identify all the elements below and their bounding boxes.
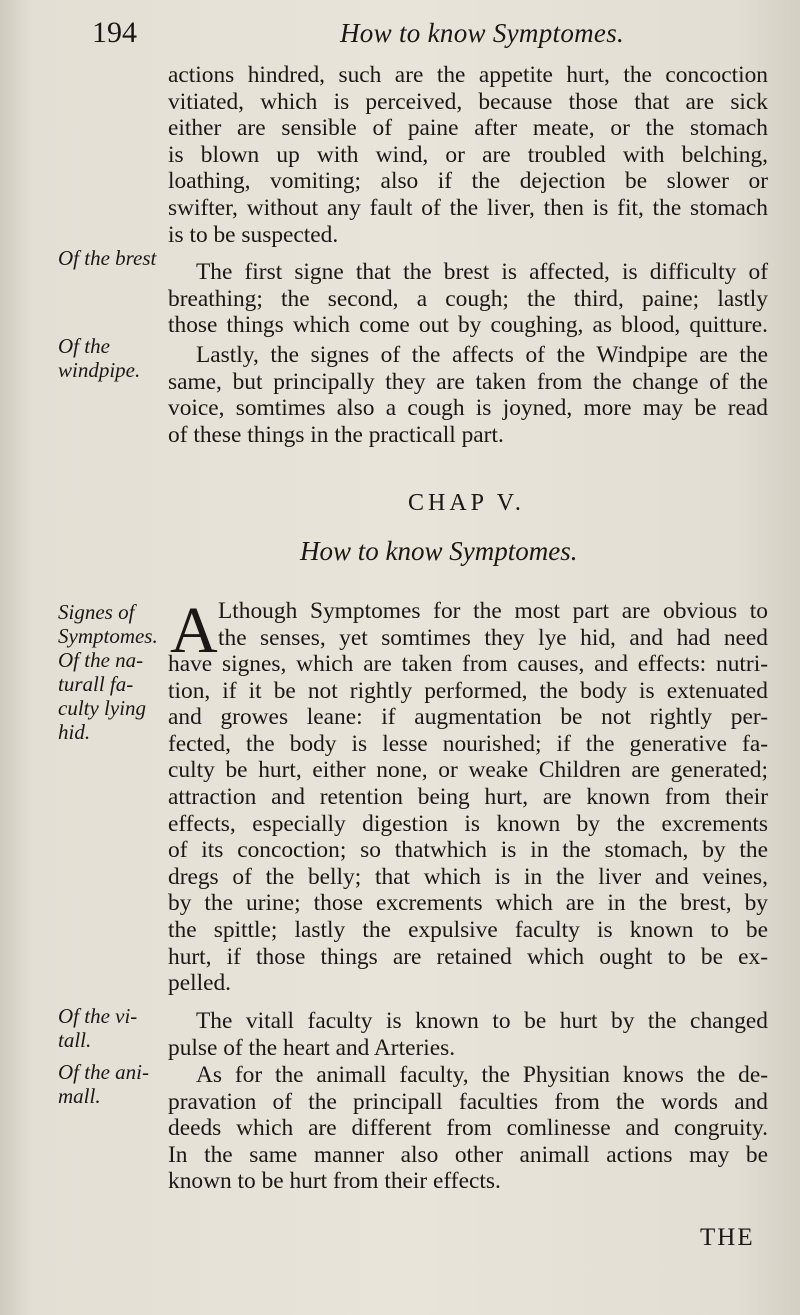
- text-line: In the same manner also other animall actions may be: [168, 1141, 768, 1168]
- paragraph-windpipe: [168, 342, 768, 448]
- paragraph-brest: [168, 259, 768, 339]
- text-line: effects, especially digestion is known by the excrements: [168, 810, 768, 837]
- margin-line: mall.: [58, 1084, 101, 1108]
- paragraph-stomach: [168, 62, 768, 248]
- running-head: How to know Symptomes.: [340, 18, 625, 48]
- text-line: pelled.: [168, 970, 231, 997]
- catchword: THE: [700, 1224, 755, 1251]
- text-line: dregs of the belly; that which is in the liver and veines,: [168, 863, 768, 890]
- page-header: [0, 16, 800, 56]
- text-line: pulse of the heart and Arteries.: [168, 1034, 456, 1061]
- margin-line: windpipe.: [58, 358, 141, 382]
- margin-line: turall fa-: [58, 672, 134, 696]
- text-line: The vitall faculty is known to be hurt by the changed: [196, 1008, 768, 1034]
- margin-note-signes-of-symptomes: [58, 600, 170, 744]
- margin-note-brest: [58, 246, 170, 270]
- page-number: 194: [92, 16, 137, 49]
- text-line: is to be suspected.: [168, 221, 339, 248]
- text-line: loathing, vomiting; also if the dejection be slower or: [168, 168, 768, 195]
- text-line: the spittle; lastly the expulsive faculty is known to be: [168, 916, 768, 943]
- margin-line: Of the na-: [58, 648, 144, 672]
- text-line: of its concoction; so thatwhich is in the stomach, by the: [168, 837, 768, 864]
- margin-note-windpipe: [58, 334, 170, 382]
- text-line: have signes, which are taken from causes, and effects: nutri-: [168, 651, 768, 677]
- text-line: As for the animall faculty, the Physitian knows the de-: [196, 1062, 768, 1088]
- chapter-title: How to know Symptomes.: [300, 536, 578, 566]
- text-line: known to be hurt from their effects.: [168, 1168, 501, 1195]
- drop-cap: A: [170, 594, 218, 667]
- text-line: hurt, if those things are retained which ought to be ex-: [168, 943, 768, 970]
- text-line: culty be hurt, either none, or weake Children are generated;: [168, 757, 768, 784]
- text-line: and growes leane: if augmentation be not rightly per-: [168, 704, 768, 731]
- paragraph-vitall-faculty: [168, 1008, 768, 1061]
- margin-line: Of the vi-: [58, 1004, 138, 1028]
- margin-note-animall: [58, 1060, 170, 1108]
- text-line: of these things in the practicall part.: [168, 421, 504, 448]
- paragraph-animall-faculty: [168, 1062, 768, 1195]
- text-line: attraction and retention being hurt, are known from their: [168, 783, 768, 810]
- chapter-heading: CHAP V.: [408, 490, 525, 516]
- text-line: Lthough Symptomes for the most part are obvious to: [218, 598, 768, 624]
- text-line: same, but principally they are taken from the change of the: [168, 368, 768, 395]
- text-line: actions hindred, such are the appetite hurt, the concoction: [168, 62, 768, 88]
- margin-line: tall.: [58, 1028, 92, 1052]
- margin-line: Of the brest: [58, 246, 157, 270]
- text-line: the senses, yet somtimes they lye hid, and had need: [218, 624, 768, 651]
- margin-line: Of the ani-: [58, 1060, 149, 1084]
- text-line: voice, somtimes also a cough is joyned, more may be read: [168, 395, 768, 422]
- margin-line: Of the: [58, 334, 110, 358]
- margin-line: Symptomes.: [58, 624, 158, 648]
- text-line: by the urine; those excrements which are in the brest, by: [168, 890, 768, 917]
- text-line: Lastly, the signes of the affects of the Windpipe are the: [196, 342, 768, 368]
- margin-line: hid.: [58, 720, 91, 744]
- text-line: either are sensible of paine after meate, or the stomach: [168, 115, 768, 142]
- text-line: pravation of the principall faculties from the words and: [168, 1088, 768, 1115]
- text-line: The first signe that the brest is affected, is difficulty of: [196, 259, 768, 285]
- paragraph-intro-dropcap-lines: [218, 598, 768, 651]
- text-line: vitiated, which is perceived, because those that are sick: [168, 88, 768, 115]
- text-line: deeds which are different from comlinesse and congruity.: [168, 1115, 768, 1142]
- margin-note-vitall: [58, 1004, 170, 1052]
- margin-line: culty lying: [58, 696, 147, 720]
- text-line: those things which come out by coughing, as blood, quitture.: [168, 312, 768, 339]
- text-line: fected, the body is lesse nourished; if the generative fa-: [168, 730, 768, 757]
- text-line: breathing; the second, a cough; the third, paine; lastly: [168, 285, 768, 312]
- text-line: is blown up with wind, or are troubled with belching,: [168, 141, 768, 168]
- paragraph-naturall-faculty: [168, 651, 768, 997]
- text-line: swifter, without any fault of the liver, then is fit, the stomach: [168, 194, 768, 221]
- margin-line: Signes of: [58, 600, 135, 624]
- text-line: tion, if it be not rightly performed, the body is extenuated: [168, 677, 768, 704]
